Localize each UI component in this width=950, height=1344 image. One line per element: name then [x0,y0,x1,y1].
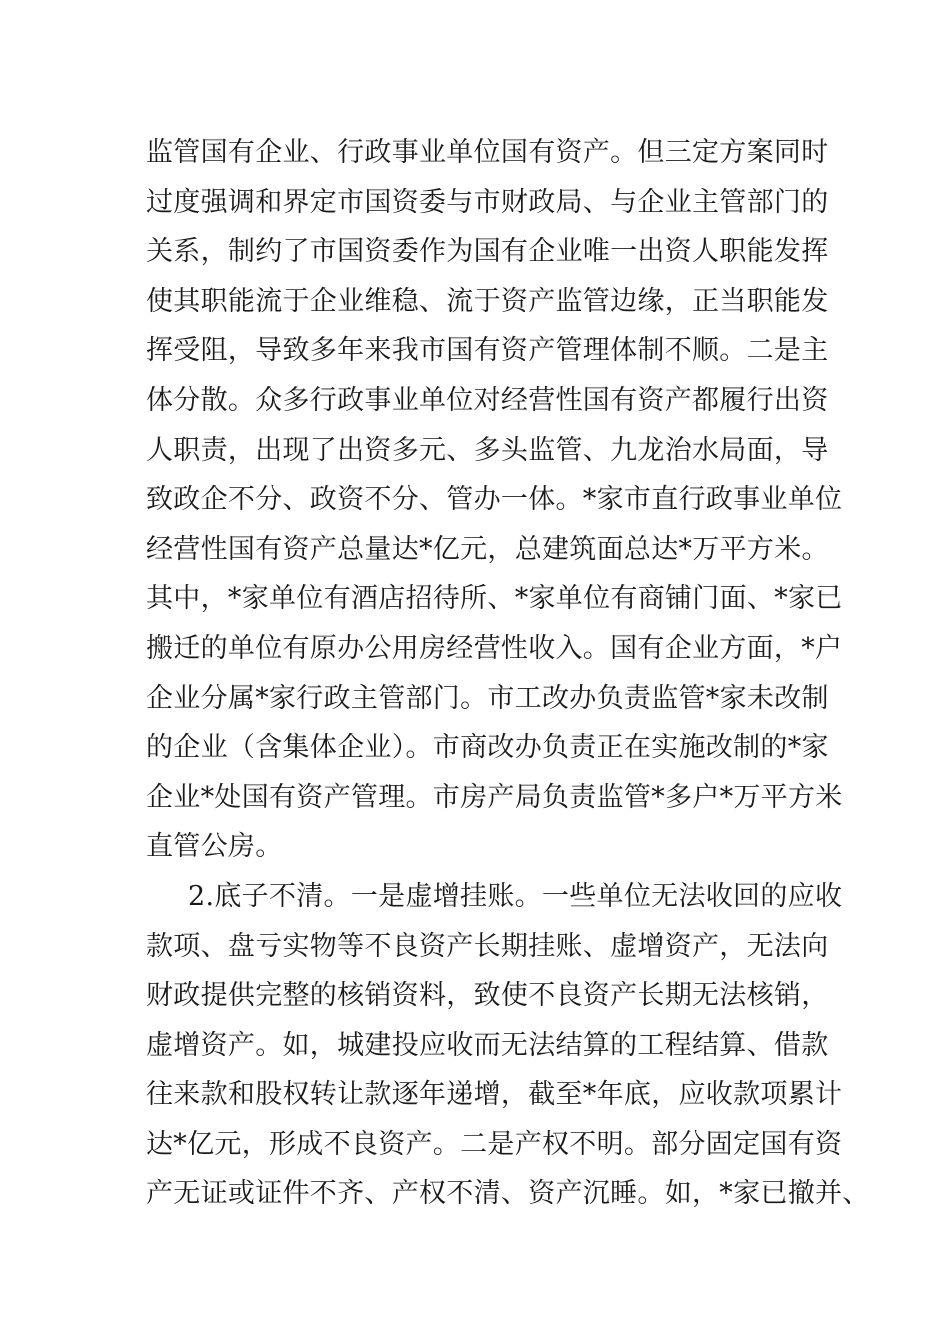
text-line: 搬迁的单位有原办公用房经营性收入。国有企业方面，*户 [146,632,843,664]
text-line: 企业*处国有资产管理。市房产局负责监管*多户*万平方米 [146,781,843,813]
text-line: 达*亿元，形成不良资产。二是产权不明。部分固定国有资 [146,1128,843,1160]
text-line: 财政提供完整的核销资料，致使不良资产长期无法核销， [146,980,829,1012]
text-line: 过度强调和界定市国资委与市财政局、与企业主管部门的 [146,186,829,218]
text-line: 挥受阻，导致多年来我市国有资产管理体制不顺。二是主 [146,335,829,367]
text-line: 企业分属*家行政主管部门。市工改办负责监管*家未改制 [146,682,829,714]
text-line: 其中，*家单位有酒店招待所、*家单位有商铺门面、*家已 [146,583,843,615]
text-line: 关系，制约了市国资委作为国有企业唯一出资人职能发挥 [146,236,829,268]
text-line: 虚增资产。如，城建投应收而无法结算的工程结算、借款 [146,1029,829,1061]
text-line: 直管公房。 [146,831,283,863]
text-line: 产无证或证件不齐、产权不清、资产沉睡。如，*家已撤并、 [146,1178,870,1210]
text-line: 体分散。众多行政事业单位对经营性国有资产都履行出资 [146,384,829,416]
text-line: 的企业（含集体企业）。市商改办负责正在实施改制的*家 [146,732,829,764]
body-text [146,128,870,1219]
text-line: 人职责，出现了出资多元、多头监管、九龙治水局面，导 [146,434,829,466]
text-line: 致政企不分、政资不分、管办一体。*家市直行政事业单位 [146,484,843,516]
paragraph-heading-line: 2.底子不清。一是虚增挂账。一些单位无法收回的应收 [188,880,843,912]
text-line: 往来款和股权转让款逐年递增，截至*年底，应收款项累计 [146,1079,843,1111]
text-line: 款项、盘亏实物等不良资产长期挂账、虚增资产，无法向 [146,930,829,962]
text-line: 使其职能流于企业维稳、流于资产监管边缘，正当职能发 [146,285,829,317]
text-line: 经营性国有资产总量达*亿元，总建筑面总达*万平方米。 [146,533,829,565]
text-line: 监管国有企业、行政事业单位国有资产。但三定方案同时 [146,137,829,168]
